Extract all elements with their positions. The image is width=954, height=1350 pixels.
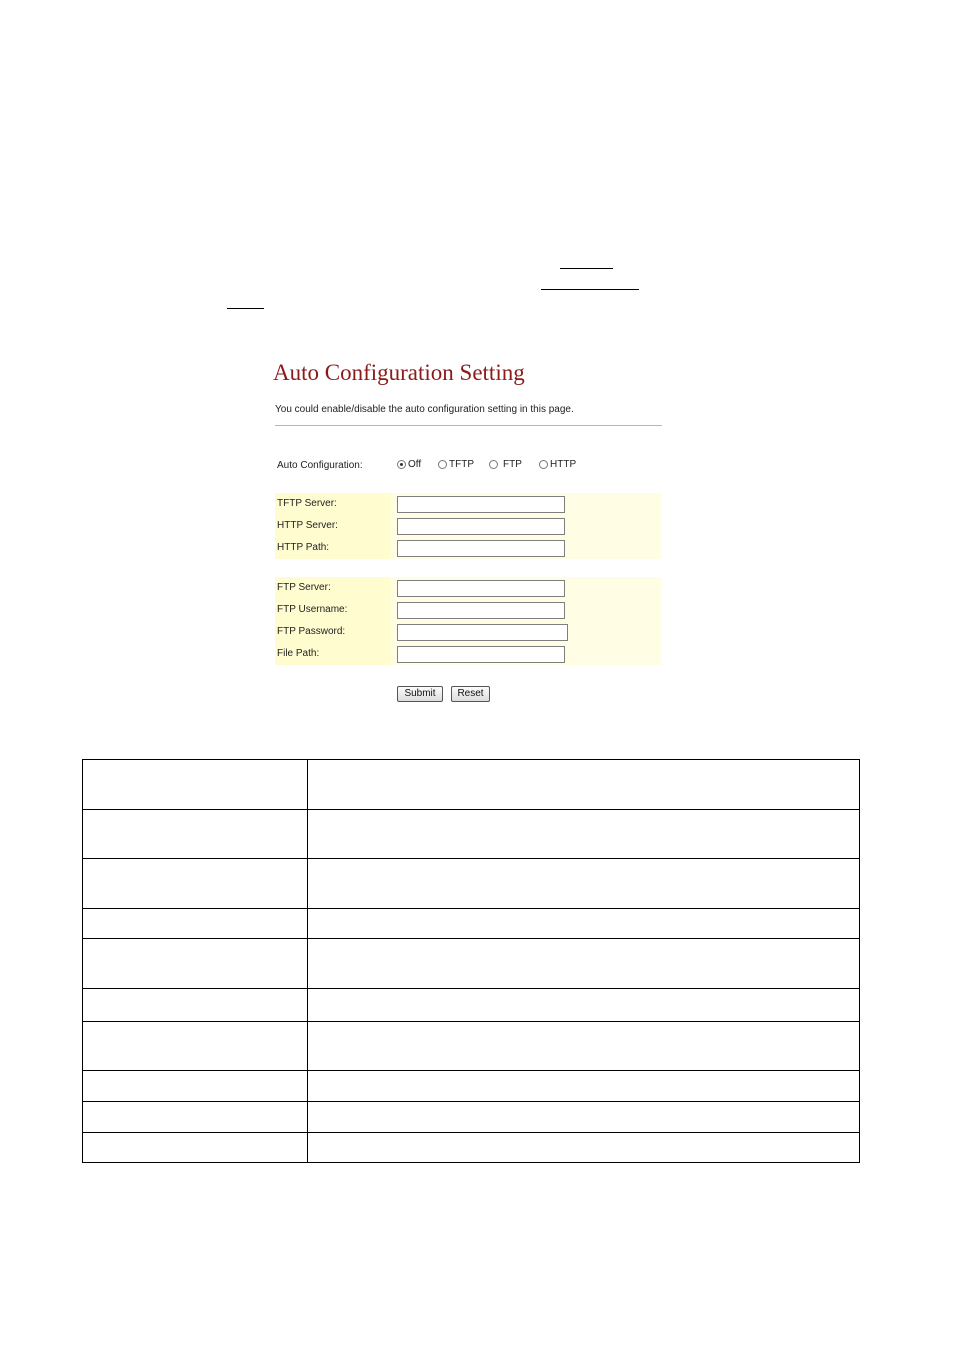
http-server-input[interactable] [397, 518, 565, 535]
ftp-server-input[interactable] [397, 580, 565, 597]
table-cell [308, 1071, 860, 1102]
tftp-server-row [275, 493, 661, 515]
radio-checked-icon[interactable] [397, 460, 406, 469]
http-server-row [275, 515, 661, 537]
ftp-username-row [275, 599, 661, 621]
tftp-server-label: TFTP Server: [275, 493, 391, 515]
table-cell [83, 810, 308, 859]
submit-button[interactable]: Submit [397, 686, 443, 702]
http-server-label: HTTP Server: [275, 515, 391, 537]
radio-unchecked-icon[interactable] [489, 460, 498, 469]
radio-label-http: HTTP [550, 459, 577, 470]
file-path-label: File Path: [275, 643, 391, 665]
ftp-server-label: FTP Server: [275, 577, 391, 599]
auto-configuration-label: Auto Configuration: [277, 460, 363, 471]
table-cell [308, 1102, 860, 1133]
table-row [83, 989, 860, 1022]
underline-mark-1 [560, 268, 613, 269]
table-cell [308, 1133, 860, 1163]
radio-option-http[interactable] [539, 459, 576, 470]
table-row [83, 1071, 860, 1102]
ftp-password-row [275, 621, 661, 643]
table-cell [83, 939, 308, 989]
table-row [83, 859, 860, 909]
table-row [83, 810, 860, 859]
ftp-username-input[interactable] [397, 602, 565, 619]
table-row [83, 939, 860, 989]
underline-mark-2 [541, 289, 639, 290]
file-path-input[interactable] [397, 646, 565, 663]
table-cell [83, 909, 308, 939]
table-cell [308, 760, 860, 810]
http-path-label: HTTP Path: [275, 537, 391, 559]
table-cell [83, 1071, 308, 1102]
table-cell [308, 989, 860, 1022]
reset-button[interactable]: Reset [451, 686, 490, 702]
page-title: Auto Configuration Setting [273, 360, 525, 385]
radio-unchecked-icon[interactable] [438, 460, 447, 469]
ftp-username-label: FTP Username: [275, 599, 391, 621]
description-table [82, 759, 860, 1163]
table-cell [83, 760, 308, 810]
table-cell [308, 1022, 860, 1071]
table-row [83, 1102, 860, 1133]
radio-option-tftp[interactable] [438, 459, 474, 470]
ftp-server-row [275, 577, 661, 599]
underline-mark-3 [227, 308, 264, 309]
table-cell [308, 939, 860, 989]
table-cell [308, 909, 860, 939]
table-cell [83, 1133, 308, 1163]
ftp-password-input[interactable] [397, 624, 568, 641]
table-cell [83, 1102, 308, 1133]
http-path-row [275, 537, 661, 559]
table-row [83, 1133, 860, 1163]
radio-label-tftp: TFTP [449, 459, 474, 470]
radio-label-ftp: FTP [503, 459, 522, 470]
table-cell [308, 859, 860, 909]
table-row [83, 760, 860, 810]
radio-option-off[interactable] [397, 459, 421, 470]
radio-label-off: Off [408, 459, 422, 470]
divider [275, 425, 662, 426]
radio-option-ftp[interactable] [489, 459, 522, 470]
table-row [83, 909, 860, 939]
page-description: You could enable/disable the auto configuration setting in this page. [275, 404, 574, 415]
table-cell [83, 989, 308, 1022]
ftp-password-label: FTP Password: [275, 621, 391, 643]
table-cell [83, 1022, 308, 1071]
file-path-row [275, 643, 661, 665]
table-row [83, 1022, 860, 1071]
table-cell [308, 810, 860, 859]
tftp-server-input[interactable] [397, 496, 565, 513]
table-cell [83, 859, 308, 909]
radio-unchecked-icon[interactable] [539, 460, 548, 469]
http-path-input[interactable] [397, 540, 565, 557]
